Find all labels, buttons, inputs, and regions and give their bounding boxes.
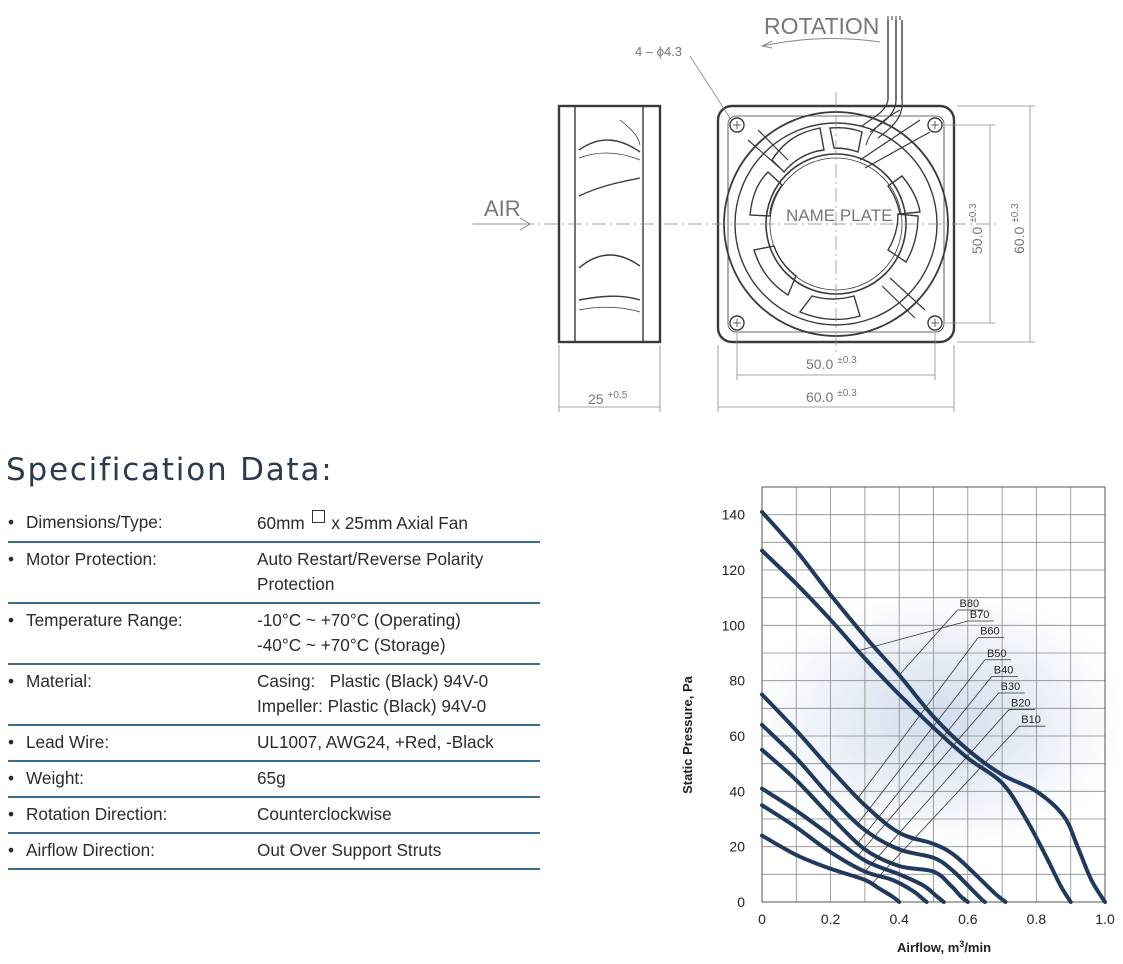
spec-value: Auto Restart/Reverse Polarity Protection xyxy=(257,549,484,594)
bullet: • xyxy=(8,549,15,569)
rotation-label: ROTATION xyxy=(764,13,880,39)
spec-row-lead-wire xyxy=(8,726,540,762)
bullet: • xyxy=(8,768,15,788)
spec-value: UL1007, AWG24, +Red, -Black xyxy=(257,732,494,752)
bullet: • xyxy=(8,671,15,691)
series-label-b50: B50 xyxy=(986,647,1007,660)
bullet: • xyxy=(8,610,15,630)
name-plate-label: NAME PLATE xyxy=(786,206,893,225)
y-tick-label: 100 xyxy=(721,617,745,634)
y-tick-label: 60 xyxy=(729,728,745,744)
x-tick-label: 0.2 xyxy=(820,911,841,927)
spec-row-material xyxy=(8,665,540,726)
bullet: • xyxy=(8,840,15,860)
air-label: AIR xyxy=(484,196,521,221)
spec-title: Specification Data: xyxy=(6,452,334,488)
spec-label: Temperature Range: xyxy=(26,610,183,630)
dim-height: $60.0^{\pm 0.3}$ xyxy=(1010,203,1027,254)
spec-row-temperature xyxy=(8,604,540,665)
spec-label: Lead Wire: xyxy=(26,732,110,752)
dim-width: 60.0 $^{\pm 0.3}$ xyxy=(806,388,857,405)
series-label-b80: B80 xyxy=(959,597,980,610)
dim-hole-spacing: 50.0 $^{\pm 0.3}$ xyxy=(806,355,857,372)
spec-value: Out Over Support Struts xyxy=(257,840,442,860)
x-tick-label: 0 xyxy=(758,911,766,927)
series-label-b20: B20 xyxy=(1010,697,1031,710)
spec-value: 60mm x 25mm Axial Fan xyxy=(257,510,540,536)
series-label-b70: B70 xyxy=(969,609,990,622)
y-tick-label: 0 xyxy=(737,894,745,910)
y-tick-label: 20 xyxy=(729,838,745,855)
bullet: • xyxy=(8,732,15,752)
spec-row-weight xyxy=(8,762,540,798)
spec-row-airflow xyxy=(8,834,540,870)
hole-spec-label: 4 – ϕ4.3 xyxy=(635,44,683,59)
spec-label: Rotation Direction: xyxy=(26,804,168,824)
series-label-b30: B30 xyxy=(1000,680,1021,693)
y-tick-label: 40 xyxy=(729,783,745,800)
x-axis-label: Airflow, $m^3/\min$ xyxy=(896,939,992,955)
spec-value: Counterclockwise xyxy=(257,804,392,824)
y-tick-label: 80 xyxy=(729,672,745,689)
dim-depth: 25 $^{+0.5}$ xyxy=(588,390,628,407)
dim-v-hole-spacing: $50.0^{\pm 0.3}$ xyxy=(968,203,985,254)
series-label-b60: B60 xyxy=(980,625,1000,638)
spec-row-dimensions xyxy=(8,506,540,543)
square-symbol-icon xyxy=(312,510,325,523)
fan-drawing xyxy=(0,0,1123,430)
y-axis-label: Static Pressure, Pa xyxy=(680,676,695,794)
x-tick-label: 1.0 xyxy=(1095,911,1115,927)
spec-label: Dimensions/Type: xyxy=(26,512,163,532)
bullet: • xyxy=(8,804,15,824)
spec-label: Weight: xyxy=(26,768,84,788)
x-tick-label: 0.4 xyxy=(889,911,909,927)
bullet: • xyxy=(8,512,15,532)
spec-list xyxy=(8,506,540,870)
spec-row-rotation xyxy=(8,798,540,834)
spec-row-motor-protection xyxy=(8,543,540,604)
series-label-b10: B10 xyxy=(1021,714,1041,727)
y-tick-label: 140 xyxy=(721,506,745,523)
y-tick-label: 120 xyxy=(721,562,745,578)
spec-value: Casing: Plastic (Black) 94V-0 Impeller: Plastic (Black) 94V-0 xyxy=(257,671,489,716)
spec-value: 65g xyxy=(257,768,286,788)
spec-label: Material: xyxy=(26,671,92,691)
spec-label: Motor Protection: xyxy=(26,549,157,569)
spec-label: Airflow Direction: xyxy=(26,840,155,860)
performance-chart xyxy=(660,470,1120,960)
x-tick-label: 0.8 xyxy=(1026,911,1047,927)
x-tick-label: 0.6 xyxy=(958,911,978,927)
series-label-b40: B40 xyxy=(993,664,1014,677)
spec-value: -10°C ~ +70°C (Operating) -40°C ~ +70°C (Storage) xyxy=(257,610,461,655)
